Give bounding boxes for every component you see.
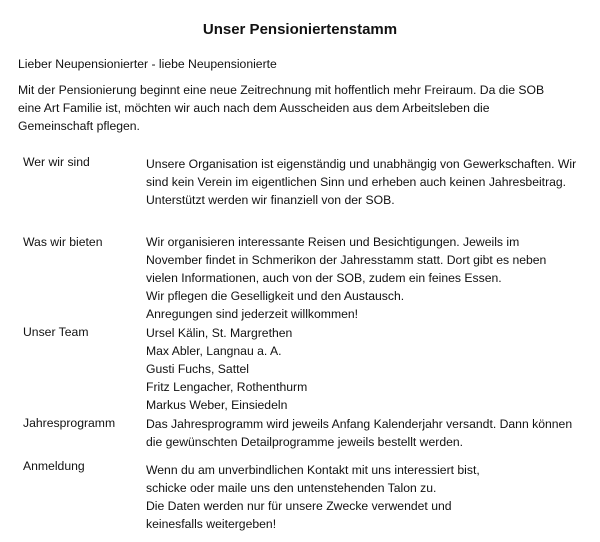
intro-paragraph <box>18 81 588 135</box>
section-line: keinesfalls weitergeben! <box>146 517 277 531</box>
team-member: Fritz Lengacher, Rothenthurm <box>146 380 308 394</box>
team-member: Gusti Fuchs, Sattel <box>146 362 249 376</box>
section-line: Das Jahresprogramm wird jeweils Anfang Kalenderjahr versandt. Dann können <box>146 417 573 431</box>
intro-line: eine Art Familie ist, möchten wir auch nach dem Ausscheiden aus dem Arbeitsleben die <box>18 101 490 115</box>
team-member: Max Abler, Langnau a. A. <box>146 344 282 358</box>
section-label-anmeldung: Anmeldung <box>23 459 85 473</box>
section-line: Wir pflegen die Geselligkeit und den Austausch. <box>146 289 405 303</box>
intro-line: Mit der Pensionierung beginnt eine neue Zeitrechnung mit hoffentlich mehr Freiraum. Da die SOB <box>18 83 545 97</box>
team-member: Ursel Kälin, St. Margrethen <box>146 326 293 340</box>
section-line: vielen Informationen, auch von der SOB, zudem ein feines Essen. <box>146 271 502 285</box>
section-text-wer-wir-sind <box>146 155 586 209</box>
page-title: Unser Pensioniertenstamm <box>202 21 398 38</box>
section-text-unser-team <box>146 324 586 414</box>
section-line: Wir organisieren interessante Reisen und Besichtigungen. Jeweils im <box>146 235 520 249</box>
intro-line: Gemeinschaft pflegen. <box>18 119 140 133</box>
section-line: Unterstützt werden wir finanziell von der SOB. <box>146 193 395 207</box>
section-line: Die Daten werden nur für unsere Zwecke verwendet und <box>146 499 452 513</box>
section-line: die gewünschten Detailprogramme jeweils bestellt werden. <box>146 435 464 449</box>
section-line: Wenn du am unverbindlichen Kontakt mit uns interessiert bist, <box>146 463 480 477</box>
section-line: Anregungen sind jederzeit willkommen! <box>146 307 359 321</box>
greeting: Lieber Neupensionierter - liebe Neupensionierte <box>18 57 277 71</box>
section-label-unser-team: Unser Team <box>23 325 89 339</box>
section-label-jahresprogramm: Jahresprogramm <box>23 416 116 430</box>
section-line: November findet in Schmerikon der Jahresstamm statt. Dort gibt es neben <box>146 253 547 267</box>
section-line: sind kein Verein im eigentlichen Sinn und erheben auch keinen Jahresbeitrag. <box>146 175 567 189</box>
section-text-anmeldung <box>146 461 586 533</box>
section-line: Unsere Organisation ist eigenständig und unabhängig von Gewerkschaften. Wir <box>146 157 577 171</box>
section-label-wer-wir-sind: Wer wir sind <box>23 155 90 169</box>
section-text-was-wir-bieten <box>146 233 586 323</box>
team-member: Markus Weber, Einsiedeln <box>146 398 288 412</box>
section-line: schicke oder maile uns den untenstehenden Talon zu. <box>146 481 437 495</box>
section-text-jahresprogramm <box>146 415 586 451</box>
section-label-was-wir-bieten: Was wir bieten <box>23 235 103 249</box>
